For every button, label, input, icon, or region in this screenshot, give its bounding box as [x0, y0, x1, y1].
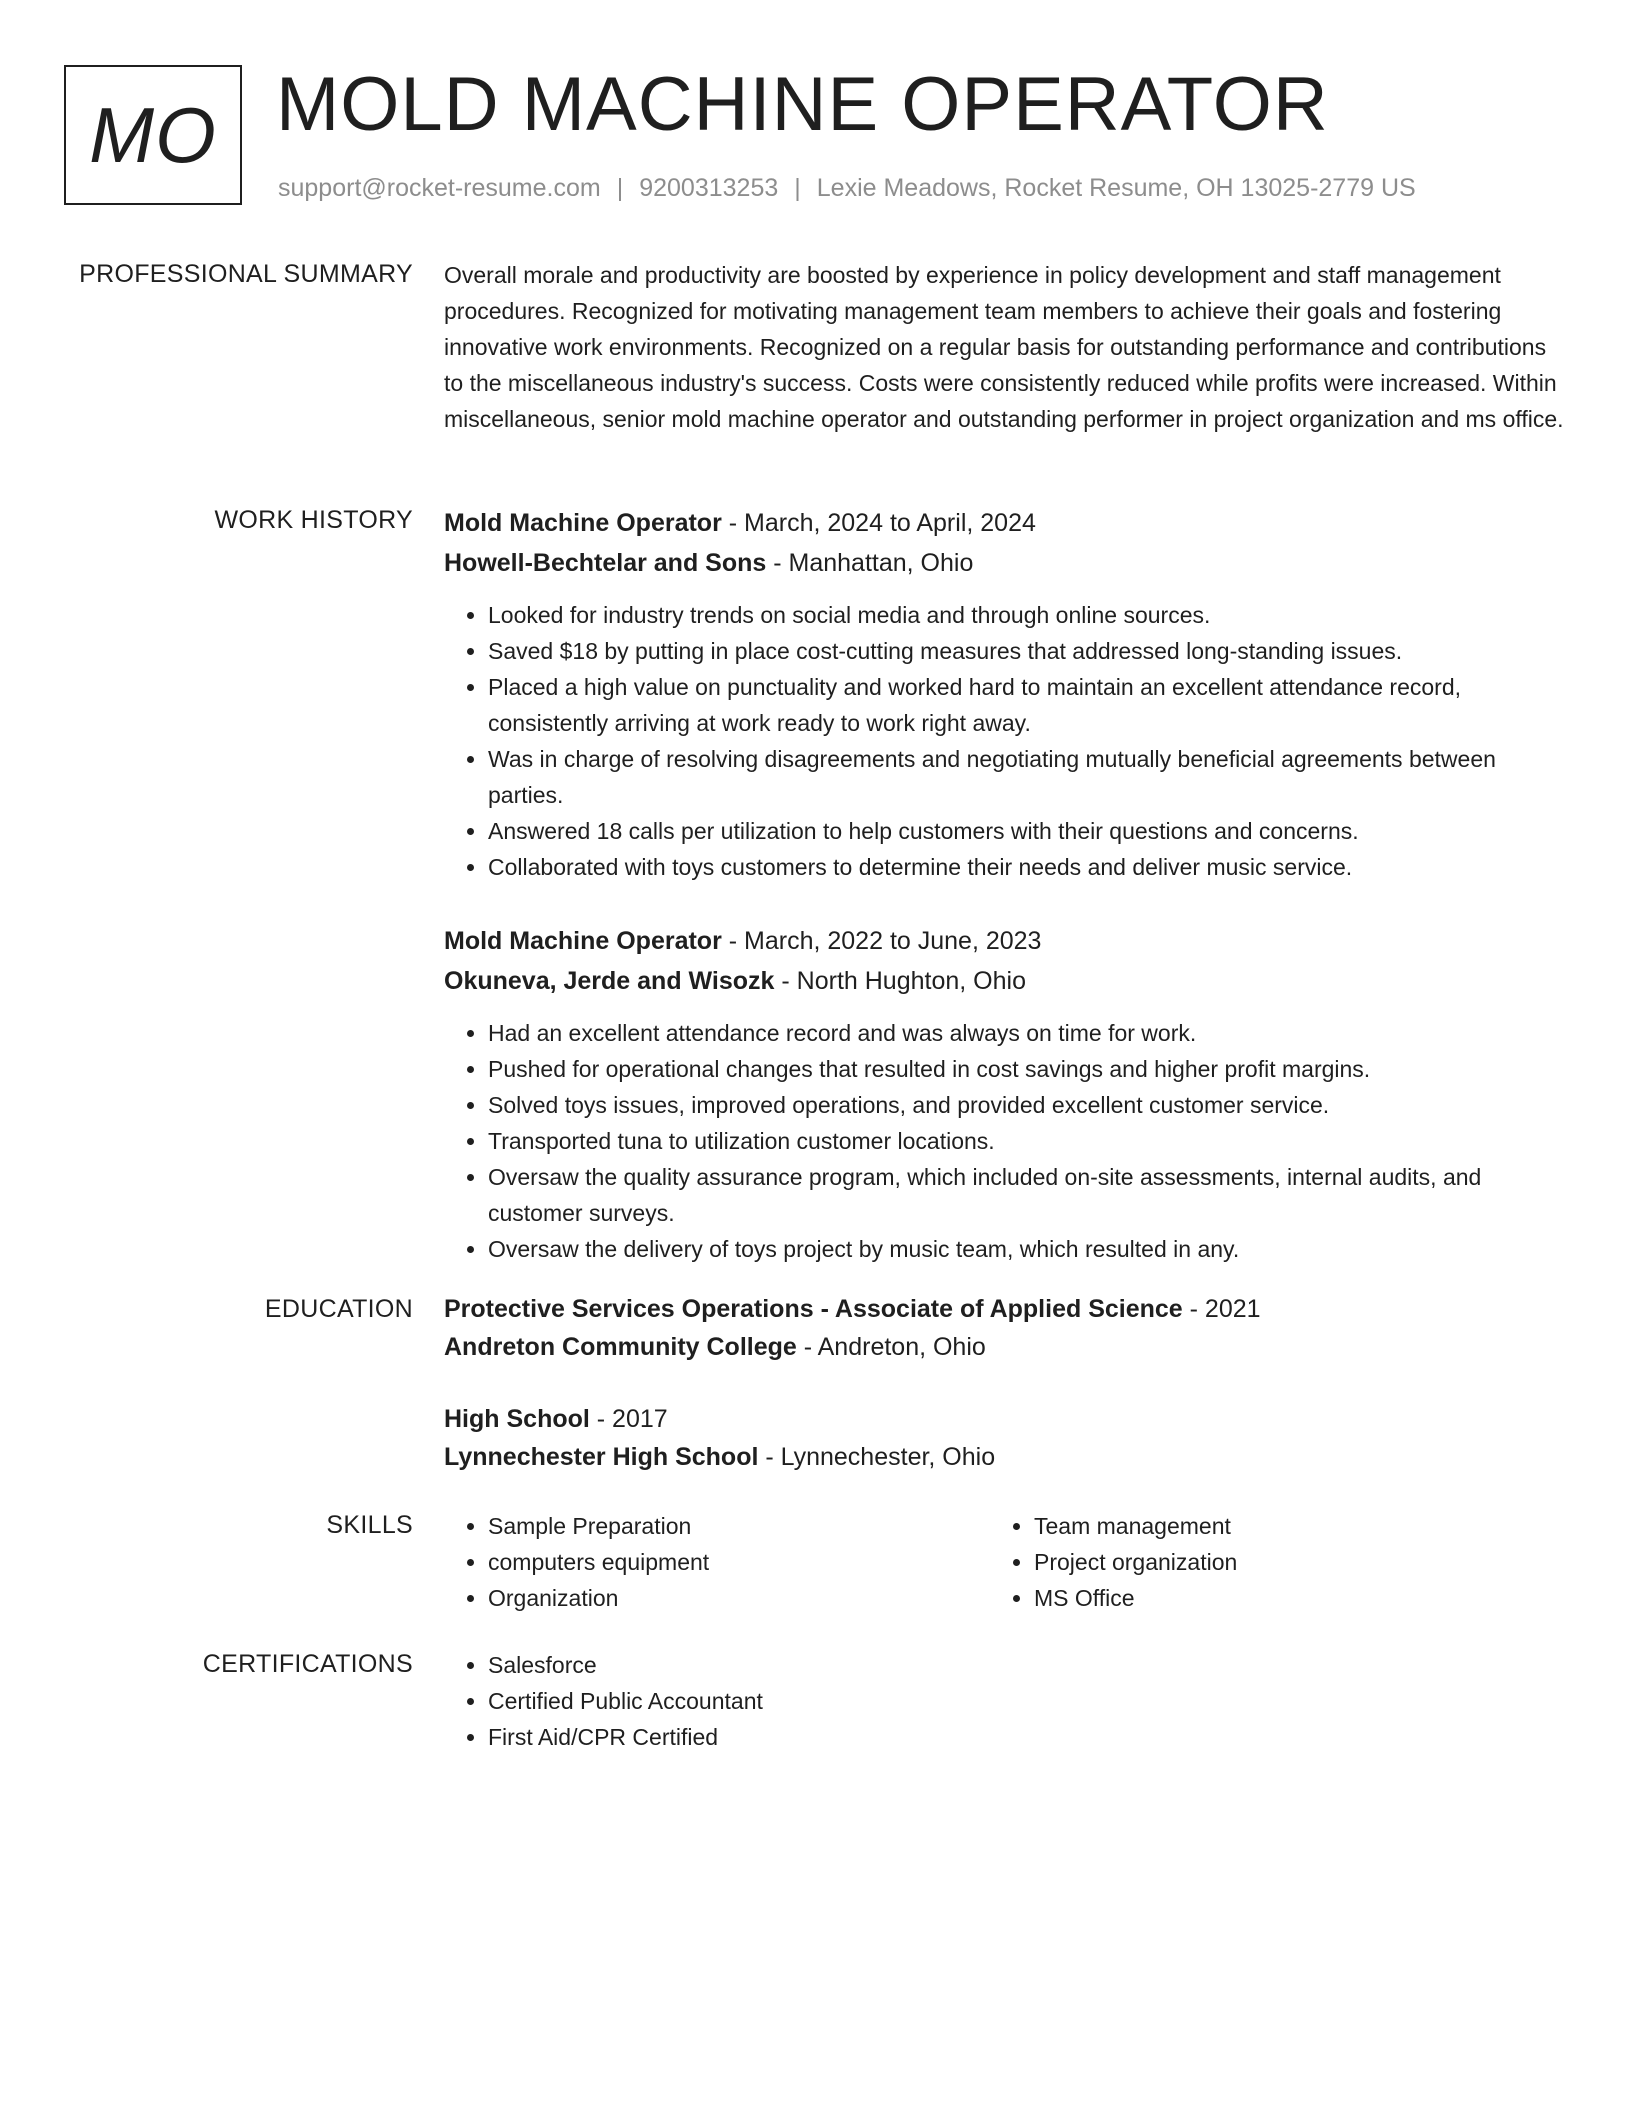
- job-title: Mold Machine Operator: [444, 509, 722, 537]
- section-label-work-history: WORK HISTORY: [214, 506, 413, 534]
- job-bullet: • Looked for industry trends on social media and through online sources.: [488, 597, 1564, 633]
- education-entry: [444, 1400, 1564, 1476]
- work-history-body: [444, 503, 1564, 1267]
- skills-column-right: [990, 1508, 1536, 1616]
- job-bullet: • Transported tuna to utilization customer locations.: [488, 1123, 1564, 1159]
- job-bullets: [444, 1015, 1564, 1267]
- skills-grid: [444, 1508, 1564, 1616]
- job-bullet: • Oversaw the delivery of toys project by music team, which resulted in any.: [488, 1231, 1564, 1267]
- education-location: - Lynnechester, Ohio: [758, 1443, 996, 1471]
- skills-body: [444, 1508, 1564, 1616]
- skills-list: [444, 1508, 990, 1616]
- summary-body: [444, 257, 1564, 437]
- job-bullets: [444, 597, 1564, 885]
- job-company: Okuneva, Jerde and Wisozk: [444, 967, 775, 995]
- skills-list: [990, 1508, 1536, 1616]
- education-body: [444, 1290, 1564, 1476]
- job-bullet: • Collaborated with toys customers to determine their needs and deliver music service.: [488, 849, 1564, 885]
- job-title: Mold Machine Operator: [444, 927, 722, 955]
- certification-item: • Certified Public Accountant: [488, 1683, 1564, 1719]
- education-school-line: [444, 1328, 1564, 1366]
- job-location: - Manhattan, Ohio: [766, 549, 974, 577]
- job-bullet: • Saved $18 by putting in place cost-cutting measures that addressed long-standing issues.: [488, 633, 1564, 669]
- certifications-list: [444, 1647, 1564, 1755]
- job-location: - North Hughton, Ohio: [774, 967, 1026, 995]
- skill-item: • MS Office: [1034, 1580, 1536, 1616]
- skill-item: • Sample Preparation: [488, 1508, 990, 1544]
- education-degree: High School: [444, 1405, 590, 1433]
- contact-line: [278, 174, 1416, 203]
- education-school: Andreton Community College: [444, 1333, 797, 1361]
- skill-item: • Team management: [1034, 1508, 1536, 1544]
- section-label-education: EDUCATION: [264, 1295, 413, 1323]
- job-dates: - March, 2022 to June, 2023: [721, 927, 1042, 955]
- contact-separator: |: [616, 174, 624, 202]
- monogram-badge: MO: [64, 65, 242, 205]
- summary-text: Overall morale and productivity are boosted by experience in policy development and staff management procedures. Recognized for motivating management team members to achieve their goals and fostering innovative work environments. Recognized on a regular basis for outstanding performance and contributions to the miscellaneous industry's success. Costs were consistently reduced while profits were increased. Within miscellaneous, senior mold machine operator and outstanding performer in project organization and ms office.: [444, 262, 1564, 432]
- contact-separator: |: [794, 174, 801, 202]
- job-company: Howell-Bechtelar and Sons: [444, 549, 767, 577]
- certification-item: • Salesforce: [488, 1647, 1564, 1683]
- job-entry: [444, 921, 1564, 1267]
- job-bullet: • Was in charge of resolving disagreements and negotiating mutually beneficial agreements between parties.: [488, 741, 1564, 813]
- skill-item: • computers equipment: [488, 1544, 990, 1580]
- certifications-body: [444, 1647, 1564, 1755]
- education-degree-line: [444, 1400, 1564, 1438]
- job-bullet: • Had an excellent attendance record and was always on time for work.: [488, 1015, 1564, 1051]
- job-title-line: [444, 921, 1564, 961]
- job-dates: - March, 2024 to April, 2024: [721, 509, 1036, 537]
- job-bullet: • Pushed for operational changes that resulted in cost savings and higher profit margins.: [488, 1051, 1564, 1087]
- section-label-summary: PROFESSIONAL SUMMARY: [79, 260, 413, 288]
- resume-header: [64, 62, 1584, 210]
- education-year: - 2017: [589, 1405, 668, 1433]
- education-degree: Protective Services Operations - Associate of Applied Science: [444, 1295, 1183, 1323]
- job-company-line: [444, 543, 1564, 583]
- job-bullet: • Solved toys issues, improved operations, and provided excellent customer service.: [488, 1087, 1564, 1123]
- job-company-line: [444, 961, 1564, 1001]
- education-year: - 2021: [1182, 1295, 1261, 1323]
- education-entry: [444, 1290, 1564, 1366]
- education-degree-line: [444, 1290, 1564, 1328]
- job-bullet: • Answered 18 calls per utilization to help customers with their questions and concerns.: [488, 813, 1564, 849]
- certification-item: • First Aid/CPR Certified: [488, 1719, 1564, 1755]
- education-school: Lynnechester High School: [444, 1443, 759, 1471]
- section-label-skills: SKILLS: [326, 1511, 413, 1539]
- skill-item: • Project organization: [1034, 1544, 1536, 1580]
- job-title-line: [444, 503, 1564, 543]
- skills-column-left: [444, 1508, 990, 1616]
- contact-phone[interactable]: 9200313253: [639, 174, 779, 202]
- job-bullet: • Oversaw the quality assurance program, which included on-site assessments, internal audits, and customer surveys.: [488, 1159, 1564, 1231]
- education-school-line: [444, 1438, 1564, 1476]
- job-bullet: • Placed a high value on punctuality and worked hard to maintain an excellent attendance record, consistently arriving at work ready to work right away.: [488, 669, 1564, 741]
- section-label-certifications: CERTIFICATIONS: [202, 1650, 413, 1678]
- contact-address: Lexie Meadows, Rocket Resume, OH 13025-2779 US: [816, 174, 1416, 202]
- skill-item: • Organization: [488, 1580, 990, 1616]
- resume-title: MOLD MACHINE OPERATOR: [276, 62, 1329, 147]
- job-entry: [444, 503, 1564, 885]
- education-location: - Andreton, Ohio: [796, 1333, 986, 1361]
- contact-email[interactable]: support@rocket-resume.com: [278, 174, 601, 202]
